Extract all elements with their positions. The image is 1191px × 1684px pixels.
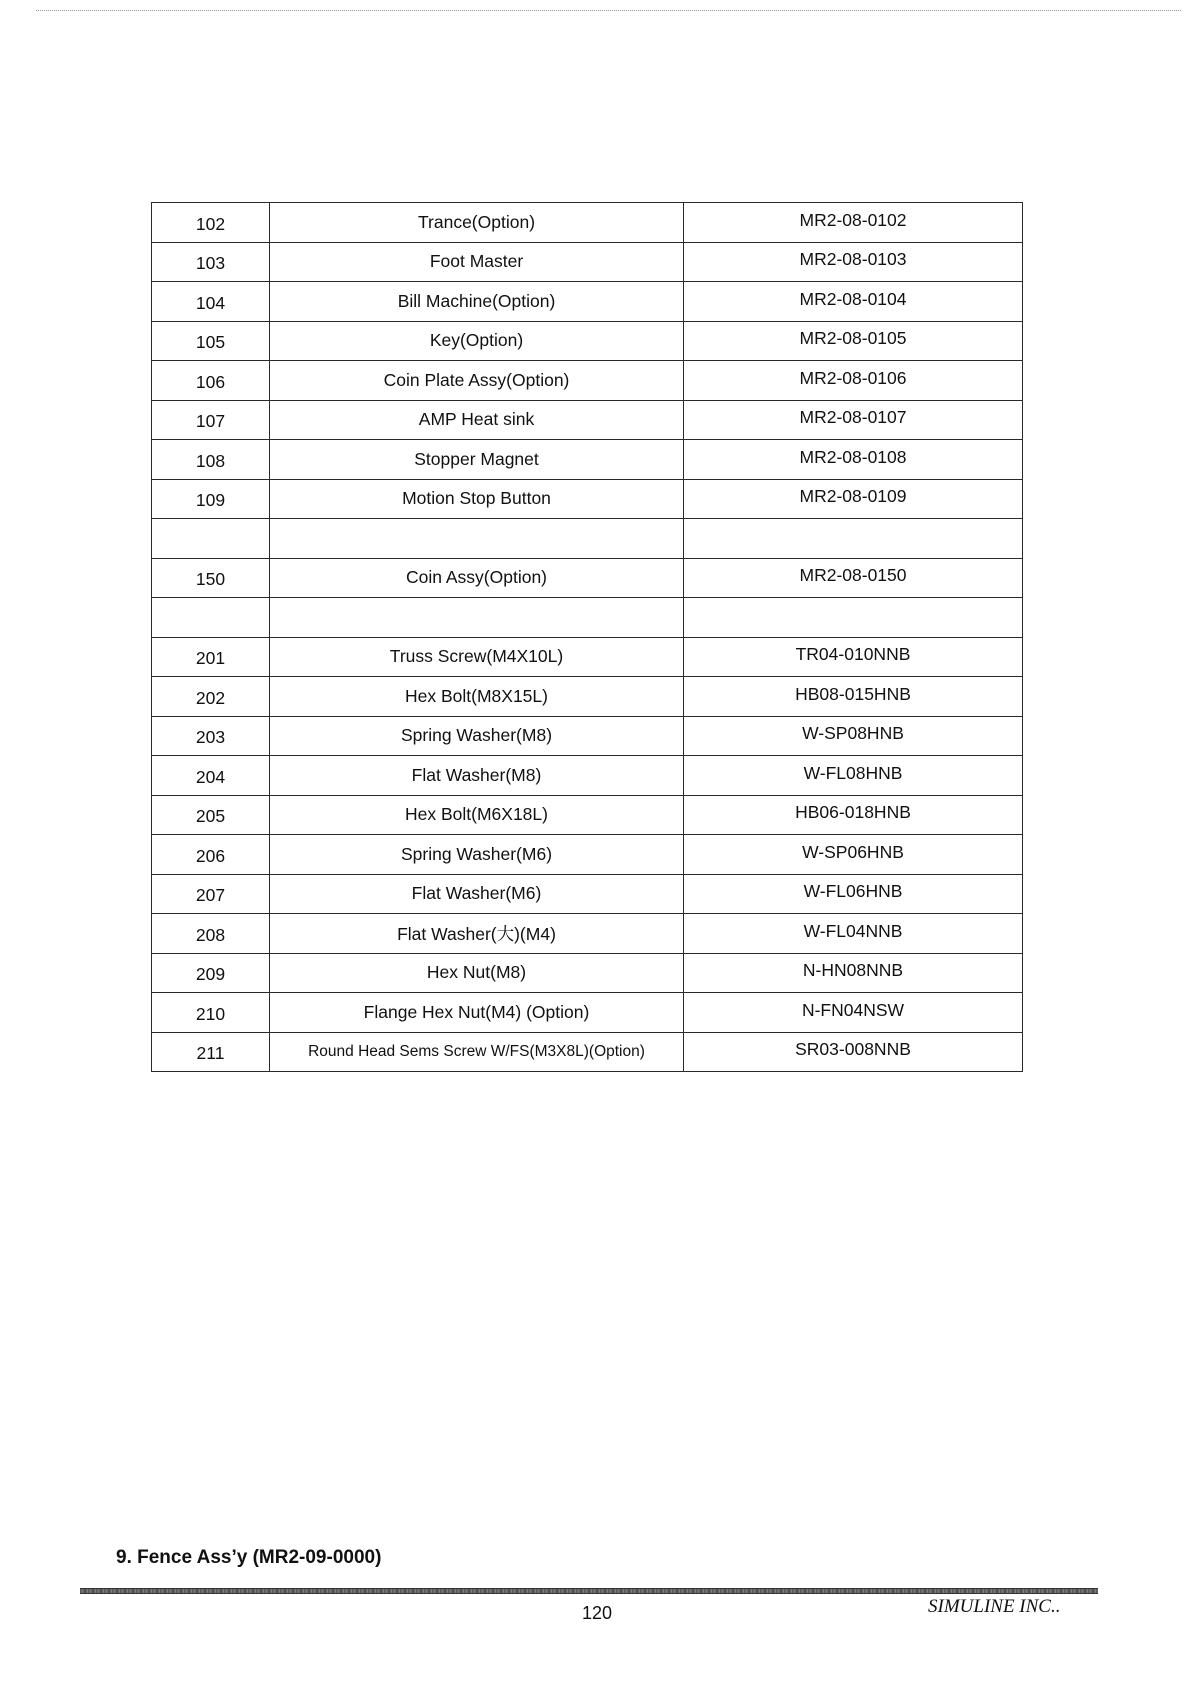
part-name-cell: Hex Nut(M8) bbox=[270, 953, 684, 993]
table-row bbox=[152, 914, 1023, 954]
page-number: 120 bbox=[582, 1603, 613, 1623]
table-row bbox=[152, 558, 1023, 598]
part-name-cell: Flat Washer(M8) bbox=[270, 756, 684, 796]
table-row bbox=[152, 361, 1023, 401]
table-row bbox=[152, 321, 1023, 361]
part-code-cell: W-FL08HNB bbox=[684, 756, 1023, 796]
table-row bbox=[152, 795, 1023, 835]
table-row bbox=[152, 1032, 1023, 1072]
part-code-cell: W-FL04NNB bbox=[684, 914, 1023, 954]
part-code-cell: HB06-018HNB bbox=[684, 795, 1023, 835]
part-code-cell: MR2-08-0104 bbox=[684, 282, 1023, 322]
table-row bbox=[152, 756, 1023, 796]
table-row bbox=[152, 993, 1023, 1033]
part-number-cell bbox=[152, 519, 270, 559]
part-code-cell: MR2-08-0105 bbox=[684, 321, 1023, 361]
part-name-cell: Spring Washer(M6) bbox=[270, 835, 684, 875]
table-row bbox=[152, 242, 1023, 282]
part-code-cell bbox=[684, 598, 1023, 638]
table-row bbox=[152, 282, 1023, 322]
part-name-cell: Flat Washer(大)(M4) bbox=[270, 914, 684, 954]
table-row bbox=[152, 479, 1023, 519]
part-number-cell: 207 bbox=[152, 874, 270, 914]
section-heading: 9. Fence Ass’y (MR2-09-0000) bbox=[116, 1547, 382, 1568]
part-code-cell: MR2-08-0103 bbox=[684, 242, 1023, 282]
part-number-cell: 208 bbox=[152, 914, 270, 954]
part-name-cell: Flange Hex Nut(M4) (Option) bbox=[270, 993, 684, 1033]
part-number-cell: 211 bbox=[152, 1032, 270, 1072]
part-code-cell: W-FL06HNB bbox=[684, 874, 1023, 914]
part-number-cell: 108 bbox=[152, 440, 270, 480]
part-name-cell: AMP Heat sink bbox=[270, 400, 684, 440]
part-number-cell: 106 bbox=[152, 361, 270, 401]
part-name-cell: Hex Bolt(M8X15L) bbox=[270, 677, 684, 717]
part-number-cell: 206 bbox=[152, 835, 270, 875]
part-number-cell bbox=[152, 598, 270, 638]
part-code-cell: MR2-08-0108 bbox=[684, 440, 1023, 480]
part-code-cell: N-FN04NSW bbox=[684, 993, 1023, 1033]
part-number-cell: 209 bbox=[152, 953, 270, 993]
part-name-cell: Truss Screw(M4X10L) bbox=[270, 637, 684, 677]
table-row bbox=[152, 519, 1023, 559]
part-name-cell: Spring Washer(M8) bbox=[270, 716, 684, 756]
part-code-cell: MR2-08-0106 bbox=[684, 361, 1023, 401]
part-name-cell: Coin Assy(Option) bbox=[270, 558, 684, 598]
part-code-cell: MR2-08-0109 bbox=[684, 479, 1023, 519]
table-row bbox=[152, 953, 1023, 993]
parts-table bbox=[151, 202, 1023, 1072]
part-name-cell: Motion Stop Button bbox=[270, 479, 684, 519]
part-name-cell bbox=[270, 598, 684, 638]
part-name-cell: Foot Master bbox=[270, 242, 684, 282]
part-code-cell: HB08-015HNB bbox=[684, 677, 1023, 717]
top-dotted-rule bbox=[36, 10, 1181, 11]
part-number-cell: 104 bbox=[152, 282, 270, 322]
part-name-cell: Round Head Sems Screw W/FS(M3X8L)(Option) bbox=[270, 1032, 684, 1072]
part-code-cell bbox=[684, 519, 1023, 559]
part-number-cell: 210 bbox=[152, 993, 270, 1033]
part-code-cell: N-HN08NNB bbox=[684, 953, 1023, 993]
part-name-cell: Trance(Option) bbox=[270, 203, 684, 243]
part-name-cell: Stopper Magnet bbox=[270, 440, 684, 480]
part-code-cell: SR03-008NNB bbox=[684, 1032, 1023, 1072]
parts-table-body bbox=[152, 203, 1023, 1072]
part-name-cell: Key(Option) bbox=[270, 321, 684, 361]
part-number-cell: 150 bbox=[152, 558, 270, 598]
part-number-cell: 205 bbox=[152, 795, 270, 835]
part-number-cell: 202 bbox=[152, 677, 270, 717]
table-row bbox=[152, 637, 1023, 677]
part-number-cell: 107 bbox=[152, 400, 270, 440]
table-row bbox=[152, 203, 1023, 243]
footer-rule bbox=[80, 1588, 1098, 1594]
part-name-cell: Hex Bolt(M6X18L) bbox=[270, 795, 684, 835]
part-number-cell: 103 bbox=[152, 242, 270, 282]
part-code-cell: MR2-08-0150 bbox=[684, 558, 1023, 598]
part-code-cell: W-SP06HNB bbox=[684, 835, 1023, 875]
part-code-cell: W-SP08HNB bbox=[684, 716, 1023, 756]
table-row bbox=[152, 440, 1023, 480]
part-number-cell: 204 bbox=[152, 756, 270, 796]
part-code-cell: MR2-08-0107 bbox=[684, 400, 1023, 440]
part-number-cell: 203 bbox=[152, 716, 270, 756]
part-name-cell: Flat Washer(M6) bbox=[270, 874, 684, 914]
table-row bbox=[152, 835, 1023, 875]
part-number-cell: 109 bbox=[152, 479, 270, 519]
part-name-cell bbox=[270, 519, 684, 559]
table-row bbox=[152, 874, 1023, 914]
part-code-cell: MR2-08-0102 bbox=[684, 203, 1023, 243]
table-row bbox=[152, 716, 1023, 756]
part-name-cell: Coin Plate Assy(Option) bbox=[270, 361, 684, 401]
table-row bbox=[152, 400, 1023, 440]
part-name-cell: Bill Machine(Option) bbox=[270, 282, 684, 322]
table-row bbox=[152, 677, 1023, 717]
company-name: SIMULINE INC.. bbox=[928, 1596, 1061, 1617]
part-number-cell: 105 bbox=[152, 321, 270, 361]
part-number-cell: 201 bbox=[152, 637, 270, 677]
table-row bbox=[152, 598, 1023, 638]
part-code-cell: TR04-010NNB bbox=[684, 637, 1023, 677]
part-number-cell: 102 bbox=[152, 203, 270, 243]
